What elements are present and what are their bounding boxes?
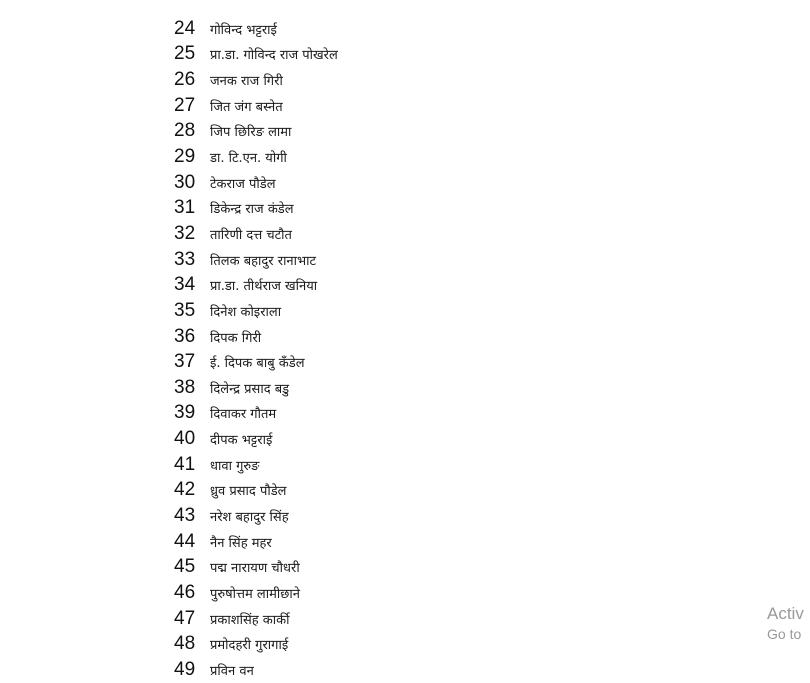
list-item [174,631,338,657]
entry-name: तिलक बहादुर रानाभाट [210,253,317,269]
list-item [174,170,338,196]
entry-name: टेकराज पौडेल [210,176,276,192]
list-item [174,93,338,119]
entry-number: 29 [174,146,196,168]
list-item [174,580,338,606]
entry-number: 33 [174,248,196,270]
list-item [174,478,338,504]
entry-number: 41 [174,453,196,475]
entry-name: प्रकाशसिंह कार्की [210,612,290,628]
entry-name: जनक राज गिरी [210,74,283,90]
entry-name: ध्रुव प्रसाद पौडेल [210,484,287,500]
entry-name: प्रा.डा. तीर्थराज खनिया [210,279,318,295]
entry-name: डिकेन्द्र राज कंडेल [210,202,294,218]
list-item [174,426,338,452]
list-item [174,529,338,555]
entry-name: प्रमोदहरी गुरागाई [210,638,289,654]
list-item [174,144,338,170]
list-item [174,503,338,529]
entry-name: दिलेन्द्र प्रसाद बडु [210,381,290,397]
list-item [174,401,338,427]
entry-name: डा. टि.एन. योगी [210,151,287,167]
entry-name: गोविन्द भट्टराई [210,22,277,38]
entry-name: दिवाकर गौतम [210,407,277,423]
entry-number: 28 [174,120,196,142]
list-item [174,657,338,683]
entry-name: धावा गुरुङ [210,458,260,474]
entry-number: 31 [174,197,196,219]
entry-number: 32 [174,222,196,244]
list-item [174,195,338,221]
entry-name: जित जंग बस्नेत [210,99,283,115]
entry-number: 24 [174,17,196,39]
list-item [174,606,338,632]
list-item [174,452,338,478]
activation-watermark [767,603,804,643]
entry-name: तारिणी दत्त चटौत [210,227,292,243]
list-item [174,67,338,93]
entry-name: नरेश बहादुर सिंह [210,509,289,525]
entry-number: 35 [174,299,196,321]
entry-number: 37 [174,351,196,373]
entry-number: 39 [174,402,196,424]
list-item [174,247,338,273]
list-item [174,349,338,375]
names-list [174,16,338,683]
list-item [174,298,338,324]
entry-number: 42 [174,479,196,501]
watermark-subtitle: Go to [767,626,802,642]
entry-number: 47 [174,607,196,629]
list-item [174,375,338,401]
list-item [174,42,338,68]
list-item [174,221,338,247]
list-item [174,16,338,42]
list-item [174,554,338,580]
entry-number: 36 [174,325,196,347]
entry-number: 43 [174,504,196,526]
entry-name: पद्म नारायण चौधरी [210,561,300,577]
entry-number: 25 [174,43,196,65]
entry-number: 40 [174,428,196,450]
entry-name: जिप छिरिङ लामा [210,125,292,141]
entry-name: प्रविन वन [210,663,254,679]
entry-number: 48 [174,633,196,655]
entry-name: नैन सिंह महर [210,535,272,551]
entry-number: 27 [174,94,196,116]
entry-number: 45 [174,556,196,578]
list-item [174,272,338,298]
entry-number: 46 [174,581,196,603]
entry-name: दीपक भट्टराई [210,433,273,449]
entry-name: ई. दिपक बाबु कँडेल [210,356,305,372]
entry-name: दिपक गिरी [210,330,262,346]
entry-number: 38 [174,376,196,398]
entry-number: 34 [174,274,196,296]
watermark-title: Activ [767,604,804,623]
entry-name: पुरुषोत्तम लामीछाने [210,586,300,602]
entry-number: 49 [174,658,196,680]
entry-name: दिनेश कोइराला [210,304,282,320]
list-item [174,119,338,145]
entry-name: प्रा.डा. गोविन्द राज पोखरेल [210,48,338,64]
entry-number: 26 [174,69,196,91]
entry-number: 30 [174,171,196,193]
list-item [174,324,338,350]
entry-number: 44 [174,530,196,552]
